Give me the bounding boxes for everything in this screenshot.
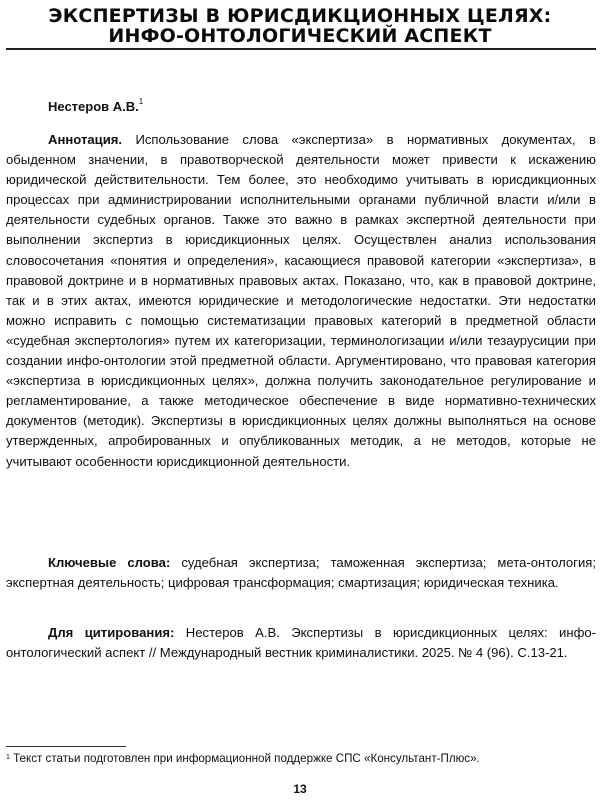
citation-label: Для цитирования: [48,625,175,640]
article-title-line-2: ИНФО-ОНТОЛОГИЧЕСКИЙ АСПЕКТ [108,25,492,47]
keywords-label: Ключевые слова: [48,555,171,570]
author-line [48,99,143,114]
page-number: 13 [293,782,307,796]
citation-paragraph [6,623,596,663]
footnote-mark: 1 [6,754,10,761]
author-name: Нестеров А.В. [48,99,139,114]
footnote-separator [6,746,126,747]
abstract-paragraph [6,130,596,472]
author-footnote-mark: 1 [138,97,144,106]
article-title-line-1: ЭКСПЕРТИЗЫ В ЮРИСДИКЦИОННЫХ ЦЕЛЯХ: [48,5,552,27]
abstract-text: Использование слова «экспертиза» в нормативных документах, в обыденном значении, в правотворческой деятельности может привести к искажению юридической действительности. Тем более, это необходимо учитывать в юрисдикционных процессах при администрировании исполнительными органами публичной власти и/или в деятельности судебных органов. Также это важно в рамках экспертной деятельности при выполнении экспертиз в юрисдикционных целях. Осуществлен анализ использования словосочетания «понятия и определения», касающиеся правовой категории «экспертиза», в правовой доктрине и в нормативных правовых актах. Показано, что, как в правовой доктрине, так и в этих актах, имеются юридические и методологические недостатки. Эти недостатки можно исправить с помощью систематизации правовых категорий в предметной области «судебная экспертология» путем их категоризации, терминологизации и/или тезаурусиции при создании инфо-онтологии этой предметной области. Аргументировано, что правовая категория «экспертиза в юрисдикционных целях», должна получить законодательное регулирование и регламентирование, а также методическое обеспечение в виде нормативно-технических документов (методик). Экспертизы в юрисдикционных целях должны выполняться на основе утвержденных, апробированных и опубликованных методик, а не методов, которые не учитывают особенности юрисдикционной деятельности. [6,132,596,469]
citation-text: Нестеров А.В. Экспертизы в юрисдикционных целях: инфо-онтологический аспект // Международный вестник криминалистики. 2025. № 4 (96). С.13-21. [6,625,596,661]
abstract-label: Аннотация. [48,132,123,147]
keywords-text: судебная экспертиза; таможенная экспертиза; мета-онтология; экспертная деятельность; цифровая трансформация; смартизация; юридическая техника. [6,555,596,591]
keywords-paragraph [6,553,596,593]
footnote-text: Текст статьи подготовлен при информационной поддержке СПС «Консультант-Плюс». [9,752,480,765]
footnote [6,750,596,767]
title-underline [6,48,596,50]
